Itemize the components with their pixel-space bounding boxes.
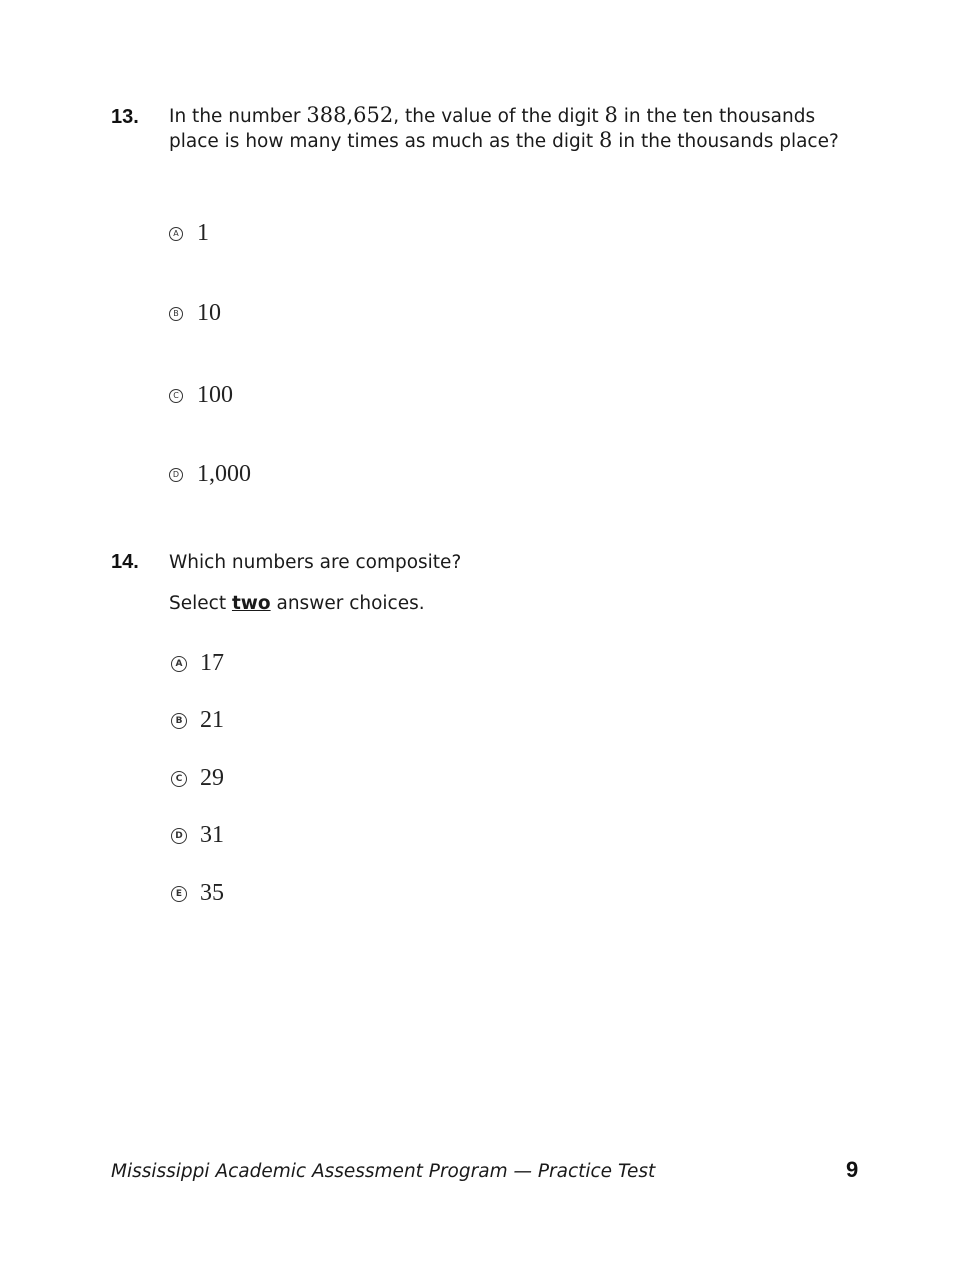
q13-text-part1: In the number	[169, 106, 307, 127]
q13-choice-c[interactable]	[169, 382, 233, 409]
choice-e-bubble-icon[interactable]: E	[171, 886, 187, 902]
q14-choice-c-value: 29	[200, 765, 224, 791]
q13-choice-d-value: 1,000	[197, 461, 251, 487]
choice-b-bubble-icon[interactable]: B	[169, 307, 183, 321]
q14-choice-a[interactable]	[171, 650, 224, 677]
q14-choice-d-value: 31	[200, 822, 224, 848]
page-number: 9	[846, 1157, 859, 1182]
question-14-text: Which numbers are composite?	[169, 552, 462, 573]
q14-choice-e[interactable]	[171, 880, 224, 907]
q13-digit-a: 8	[604, 103, 618, 127]
q13-text-part3: in the ten thousands place is how many times as much as the digit	[169, 106, 816, 152]
choice-d-bubble-icon[interactable]: D	[171, 828, 187, 844]
q14-choice-b[interactable]	[171, 707, 224, 734]
q13-digit-b: 8	[598, 127, 613, 152]
q14-instruction	[169, 593, 425, 614]
q14-choice-a-value: 17	[200, 650, 224, 676]
q13-text-part4: in the thousands place?	[612, 130, 839, 152]
q13-choice-d[interactable]	[169, 461, 251, 488]
q14-choice-c[interactable]	[171, 765, 224, 792]
choice-c-bubble-icon[interactable]: C	[169, 389, 183, 403]
choice-a-bubble-icon[interactable]: A	[169, 227, 183, 241]
footer-program-title: Mississippi Academic Assessment Program — Practice Test	[111, 1161, 656, 1182]
q14-instruction-pre: Select	[169, 593, 232, 614]
q13-choice-c-value: 100	[197, 382, 233, 408]
q13-choice-b-value: 10	[197, 300, 221, 326]
q13-text-part2: , the value of the digit	[393, 106, 605, 127]
q13-choice-b[interactable]	[169, 300, 221, 327]
q14-instruction-emphasis: two	[231, 593, 271, 614]
question-14-number: 14.	[111, 551, 139, 573]
choice-a-bubble-icon[interactable]: A	[171, 656, 187, 672]
q13-choice-a[interactable]	[169, 220, 209, 247]
choice-b-bubble-icon[interactable]: B	[171, 713, 187, 729]
choice-d-bubble-icon[interactable]: D	[169, 468, 183, 482]
q14-choice-e-value: 35	[200, 880, 224, 906]
question-13-number: 13.	[111, 106, 139, 128]
q13-choice-a-value: 1	[197, 220, 209, 246]
choice-c-bubble-icon[interactable]: C	[171, 771, 187, 787]
q14-choice-b-value: 21	[200, 707, 224, 733]
q14-instruction-post: answer choices.	[270, 593, 425, 614]
q13-number-value: 388,652	[306, 103, 394, 127]
q14-choice-d[interactable]	[171, 822, 224, 849]
question-13-text	[169, 104, 859, 153]
